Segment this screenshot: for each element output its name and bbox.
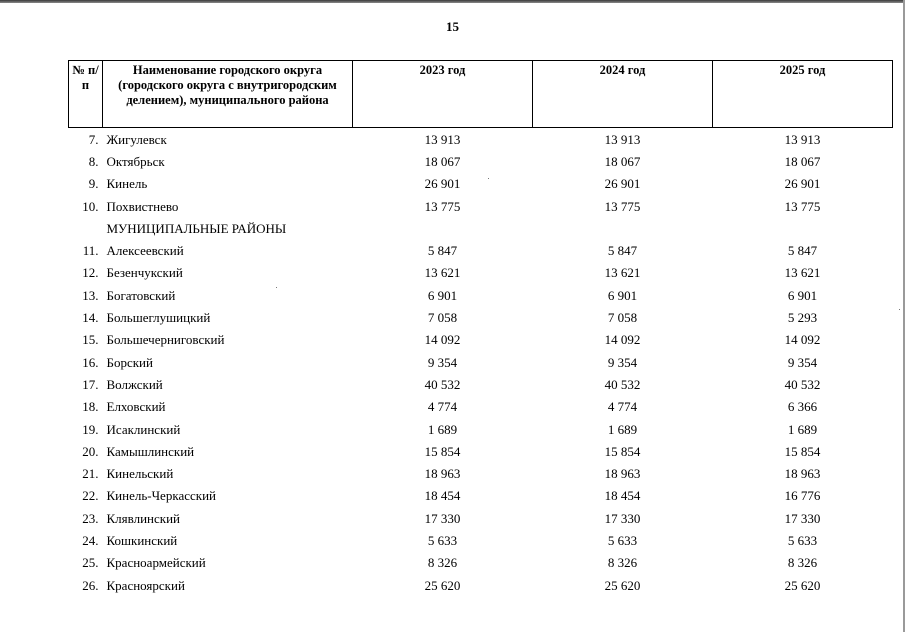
row-number: 15. — [82, 332, 99, 348]
table-row — [69, 552, 893, 574]
value-2025: 13 621 — [784, 265, 821, 281]
value-2025: 40 532 — [784, 376, 821, 392]
section-spacer — [69, 217, 103, 239]
row-name: Богатовский — [106, 287, 176, 303]
value-2023: 25 620 — [424, 577, 461, 593]
row-number: 21. — [82, 466, 99, 482]
table-row — [69, 239, 893, 261]
row-name: Клявлинский — [106, 510, 181, 526]
value-2025: 26 901 — [784, 176, 821, 192]
row-name: Жигулевск — [106, 131, 167, 147]
row-number: 25. — [82, 555, 99, 571]
value-2024: 26 901 — [604, 176, 641, 192]
value-2023: 18 963 — [424, 466, 461, 482]
header-name: Наименование городского округа (городского округа с внутригородским делением), муниципального района — [103, 61, 353, 128]
row-number: 13. — [82, 287, 99, 303]
table-row — [69, 128, 893, 151]
value-2025: 1 689 — [787, 421, 818, 437]
value-2023: 26 901 — [424, 176, 461, 192]
row-number: 26. — [82, 577, 99, 593]
table-row — [69, 418, 893, 440]
value-2024: 17 330 — [604, 510, 641, 526]
value-2025: 8 326 — [787, 555, 818, 571]
row-name: Алексеевский — [106, 243, 184, 259]
row-name: Безенчукский — [106, 265, 183, 281]
value-2025: 13 775 — [784, 198, 821, 214]
table-row — [69, 507, 893, 529]
header-2023: 2023 год — [353, 61, 533, 128]
value-2023: 18 454 — [424, 488, 461, 504]
row-name: Кинельский — [106, 466, 174, 482]
row-name: Кинель — [106, 176, 148, 192]
value-2024: 1 689 — [607, 421, 638, 437]
row-name: Камышлинский — [106, 443, 195, 459]
header-2024: 2024 год — [533, 61, 713, 128]
row-name: Октябрьск — [106, 153, 165, 169]
value-2023: 15 854 — [424, 443, 461, 459]
value-2025: 25 620 — [784, 577, 821, 593]
table-row — [69, 485, 893, 507]
row-number: 9. — [88, 176, 99, 192]
table-row — [69, 195, 893, 217]
value-2025: 9 354 — [787, 354, 818, 370]
scan-edge-top — [0, 0, 905, 3]
value-2024: 8 326 — [607, 555, 638, 571]
row-name: Кошкинский — [106, 532, 178, 548]
value-2024: 25 620 — [604, 577, 641, 593]
value-2023: 13 913 — [424, 131, 461, 147]
value-2023: 13 775 — [424, 198, 461, 214]
row-number: 11. — [82, 243, 99, 259]
value-2025: 13 913 — [784, 131, 821, 147]
value-2023: 18 067 — [424, 153, 461, 169]
row-number: 19. — [82, 421, 99, 437]
row-name: Борский — [106, 354, 153, 370]
value-2025: 17 330 — [784, 510, 821, 526]
section-heading: МУНИЦИПАЛЬНЫЕ РАЙОНЫ — [106, 220, 287, 236]
value-2025: 18 963 — [784, 466, 821, 482]
table-row — [69, 173, 893, 195]
data-table — [68, 60, 893, 596]
value-2023: 17 330 — [424, 510, 461, 526]
scan-speck — [899, 309, 900, 310]
value-2025: 6 366 — [787, 399, 818, 415]
value-2024: 40 532 — [604, 376, 641, 392]
row-name: Волжский — [106, 376, 163, 392]
value-2023: 6 901 — [427, 287, 458, 303]
table-body — [69, 128, 893, 597]
header-2025: 2025 год — [713, 61, 893, 128]
value-2024: 18 067 — [604, 153, 641, 169]
row-name: Кинель-Черкасский — [106, 488, 216, 504]
row-number: 18. — [82, 399, 99, 415]
value-2025: 15 854 — [784, 443, 821, 459]
value-2023: 8 326 — [427, 555, 458, 571]
section-row — [69, 217, 893, 239]
value-2024: 9 354 — [607, 354, 638, 370]
header-num: № п/п — [69, 61, 103, 128]
value-2024: 18 963 — [604, 466, 641, 482]
row-number: 20. — [82, 443, 99, 459]
table-row — [69, 150, 893, 172]
value-2025: 5 847 — [787, 243, 818, 259]
table-row — [69, 440, 893, 462]
table-row — [69, 529, 893, 551]
row-name: Елховский — [106, 399, 166, 415]
table-row — [69, 396, 893, 418]
value-2023: 14 092 — [424, 332, 461, 348]
row-number: 17. — [82, 376, 99, 392]
table-row — [69, 329, 893, 351]
row-number: 14. — [82, 310, 99, 326]
value-2025: 14 092 — [784, 332, 821, 348]
row-name: Похвистнево — [106, 198, 179, 214]
table-row — [69, 574, 893, 596]
value-2023: 5 847 — [427, 243, 458, 259]
value-2024: 18 454 — [604, 488, 641, 504]
row-name: Исаклинский — [106, 421, 181, 437]
value-2023: 9 354 — [427, 354, 458, 370]
page-number: 15 — [446, 19, 459, 34]
row-name: Большечерниговский — [106, 332, 225, 348]
value-2024: 13 621 — [604, 265, 641, 281]
table-row — [69, 373, 893, 395]
row-name: Красноярский — [106, 577, 185, 593]
value-2025: 5 633 — [787, 532, 818, 548]
value-2024: 6 901 — [607, 287, 638, 303]
value-2024: 7 058 — [607, 310, 638, 326]
value-2023: 1 689 — [427, 421, 458, 437]
value-2024: 15 854 — [604, 443, 641, 459]
row-number: 22. — [82, 488, 99, 504]
row-number: 24. — [82, 532, 99, 548]
value-2023: 5 633 — [427, 532, 458, 548]
value-2023: 13 621 — [424, 265, 461, 281]
value-2025: 16 776 — [784, 488, 821, 504]
row-name: Красноармейский — [106, 555, 206, 571]
value-2023: 40 532 — [424, 376, 461, 392]
row-number: 7. — [88, 131, 99, 147]
value-2025: 6 901 — [787, 287, 818, 303]
value-2023: 7 058 — [427, 310, 458, 326]
value-2024: 14 092 — [604, 332, 641, 348]
row-number: 12. — [82, 265, 99, 281]
value-2025: 5 293 — [787, 310, 818, 326]
table-row — [69, 351, 893, 373]
value-2025: 18 067 — [784, 153, 821, 169]
table-row — [69, 462, 893, 484]
table-row — [69, 284, 893, 306]
row-number: 23. — [82, 510, 99, 526]
table-row — [69, 262, 893, 284]
table-header-row — [69, 61, 893, 128]
row-number: 8. — [88, 153, 99, 169]
row-number: 10. — [82, 198, 99, 214]
value-2024: 5 633 — [607, 532, 638, 548]
value-2024: 13 775 — [604, 198, 641, 214]
table-row — [69, 306, 893, 328]
value-2024: 5 847 — [607, 243, 638, 259]
value-2023: 4 774 — [427, 399, 458, 415]
value-2024: 4 774 — [607, 399, 638, 415]
value-2024: 13 913 — [604, 131, 641, 147]
row-number: 16. — [82, 354, 99, 370]
row-name: Большеглушицкий — [106, 310, 211, 326]
